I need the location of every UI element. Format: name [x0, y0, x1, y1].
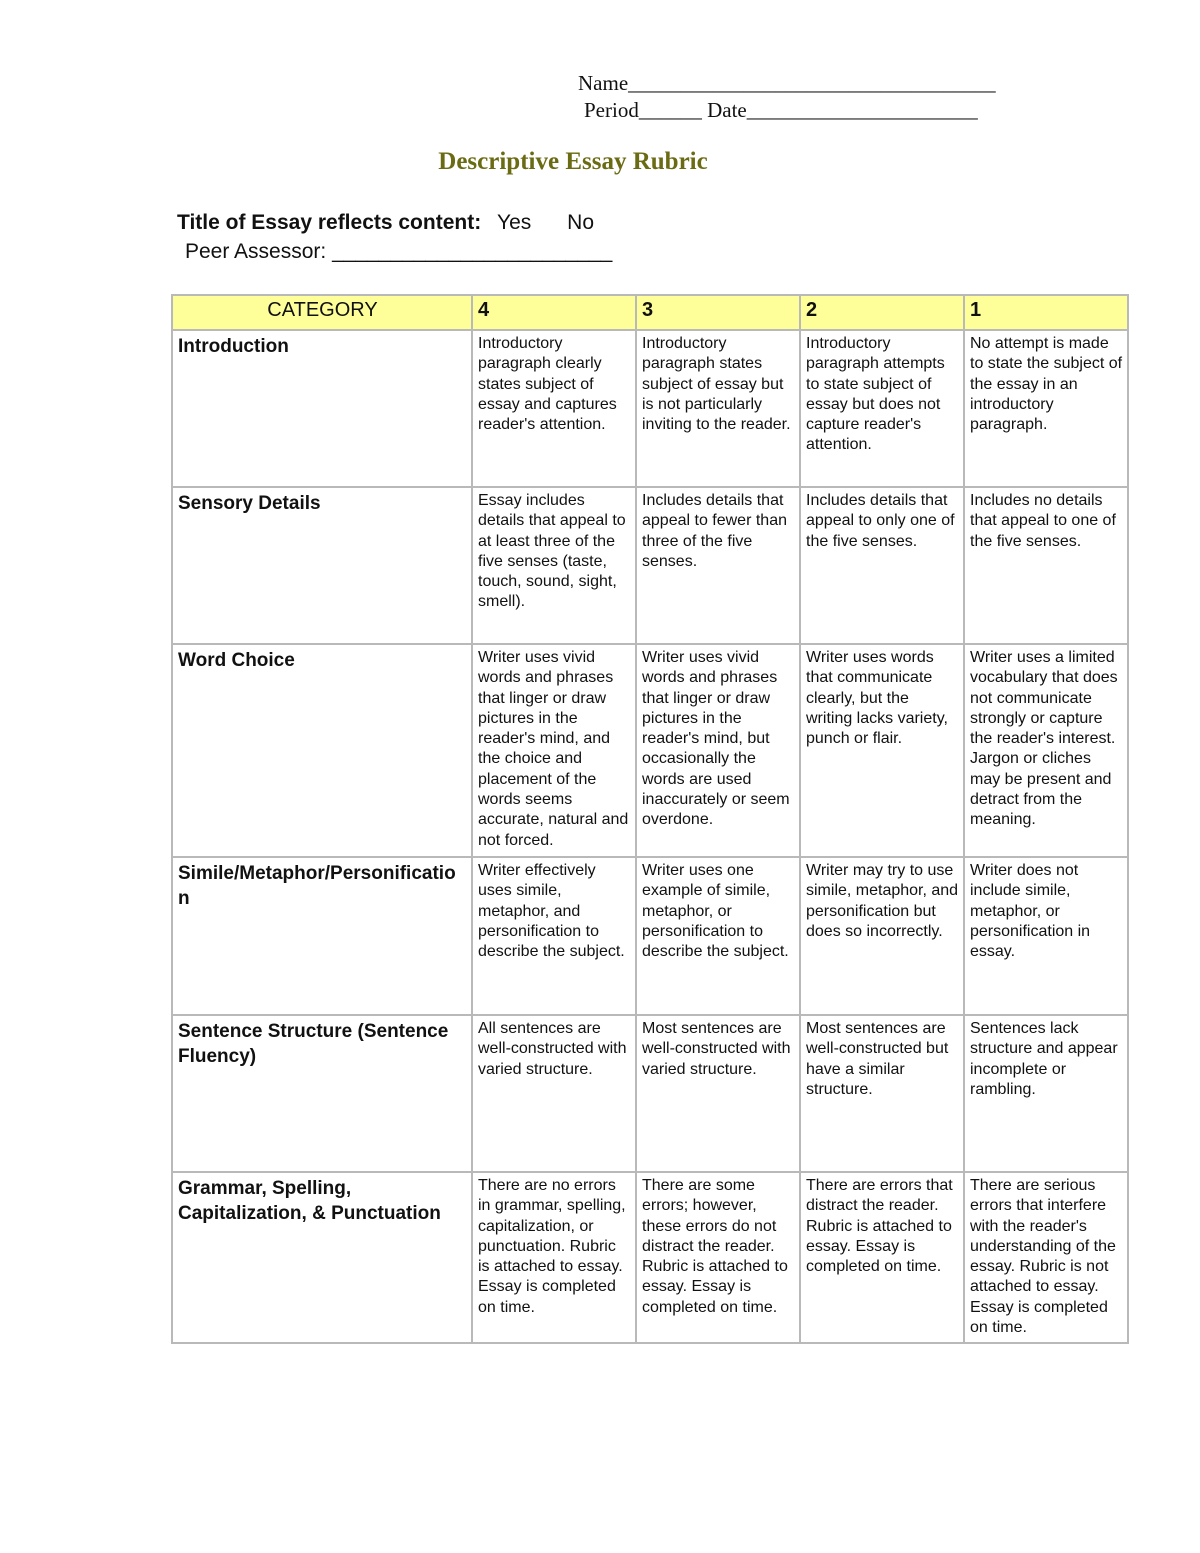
rubric-cell: There are some errors; however, these errors do not distract the reader. Rubric is attached to essay. Essay is completed on time.	[637, 1173, 801, 1344]
rubric-cell: Writer uses vivid words and phrases that linger or draw pictures in the reader's mind, but occasionally the words are used inaccurately or seem overdone.	[637, 645, 801, 858]
header-score-2: 2	[801, 294, 965, 331]
rubric-cell: All sentences are well-constructed with varied structure.	[473, 1016, 637, 1173]
category-cell: Word Choice	[171, 645, 473, 858]
table-row	[171, 488, 1129, 645]
rubric-cell: There are errors that distract the reader. Rubric is attached to essay. Essay is completed on time.	[801, 1173, 965, 1344]
rubric-cell: Essay includes details that appeal to at least three of the five senses (taste, touch, sound, sight, smell).	[473, 488, 637, 645]
name-line[interactable]: Name___________________________________	[578, 71, 996, 95]
rubric-cell: Most sentences are well-constructed with varied structure.	[637, 1016, 801, 1173]
header-category: CATEGORY	[171, 294, 473, 331]
category-cell: Introduction	[171, 331, 473, 488]
rubric-cell: Includes no details that appeal to one of the five senses.	[965, 488, 1129, 645]
category-cell: Simile/Metaphor/Personification	[171, 858, 473, 1016]
rubric-cell: No attempt is made to state the subject of the essay in an introductory paragraph.	[965, 331, 1129, 488]
peer-assessor-field[interactable]: ________________________	[332, 240, 613, 263]
rubric-cell: There are no errors in grammar, spelling, capitalization, or punctuation. Rubric is attached to essay. Essay is completed on time.	[473, 1173, 637, 1344]
page-title: Descriptive Essay Rubric	[438, 148, 708, 175]
rubric-cell: Introductory paragraph states subject of essay but is not particularly inviting to the reader.	[637, 331, 801, 488]
rubric-cell: There are serious errors that interfere with the reader's understanding of the essay. Rubric is not attached to essay. Essay is completed on time.	[965, 1173, 1129, 1344]
option-no[interactable]: No	[567, 211, 595, 234]
rubric-cell: Writer does not include simile, metaphor, or personification in essay.	[965, 858, 1129, 1016]
table-row	[171, 1016, 1129, 1173]
header-score-1: 1	[965, 294, 1129, 331]
header-score-3: 3	[637, 294, 801, 331]
rubric-cell: Includes details that appeal to only one of the five senses.	[801, 488, 965, 645]
period-date-line[interactable]: Period______ Date______________________	[584, 98, 978, 122]
category-cell: Sensory Details	[171, 488, 473, 645]
essay-title-check-label: Title of Essay reflects content:	[177, 211, 482, 234]
table-row	[171, 331, 1129, 488]
table-row	[171, 645, 1129, 858]
option-yes[interactable]: Yes	[497, 211, 532, 234]
rubric-cell: Writer uses words that communicate clearly, but the writing lacks variety, punch or flair.	[801, 645, 965, 858]
rubric-table	[171, 294, 1129, 1344]
peer-assessor	[185, 240, 612, 264]
category-cell: Sentence Structure (Sentence Fluency)	[171, 1016, 473, 1173]
rubric-header-row	[171, 294, 1129, 331]
category-cell: Grammar, Spelling, Capitalization, & Punctuation	[171, 1173, 473, 1344]
rubric-cell: Introductory paragraph clearly states subject of essay and captures reader's attention.	[473, 331, 637, 488]
rubric-cell: Writer uses one example of simile, metaphor, or personification to describe the subject.	[637, 858, 801, 1016]
rubric-cell: Includes details that appeal to fewer than three of the five senses.	[637, 488, 801, 645]
rubric-cell: Introductory paragraph attempts to state subject of essay but does not capture reader's attention.	[801, 331, 965, 488]
essay-title-check	[177, 211, 594, 235]
table-row	[171, 1173, 1129, 1344]
rubric-cell: Writer may try to use simile, metaphor, and personification but does so incorrectly.	[801, 858, 965, 1016]
rubric-cell: Most sentences are well-constructed but have a similar structure.	[801, 1016, 965, 1173]
student-info-block	[578, 70, 996, 124]
table-row	[171, 858, 1129, 1016]
rubric-cell: Writer uses vivid words and phrases that linger or draw pictures in the reader's mind, and the choice and placement of the words seems accurate, natural and not forced.	[473, 645, 637, 858]
rubric-cell: Writer uses a limited vocabulary that does not communicate strongly or capture the reader's interest. Jargon or cliches may be present and detract from the meaning.	[965, 645, 1129, 858]
rubric-cell: Sentences lack structure and appear incomplete or rambling.	[965, 1016, 1129, 1173]
rubric-cell: Writer effectively uses simile, metaphor, and personification to describe the subject.	[473, 858, 637, 1016]
peer-assessor-label: Peer Assessor:	[185, 240, 333, 263]
header-score-4: 4	[473, 294, 637, 331]
